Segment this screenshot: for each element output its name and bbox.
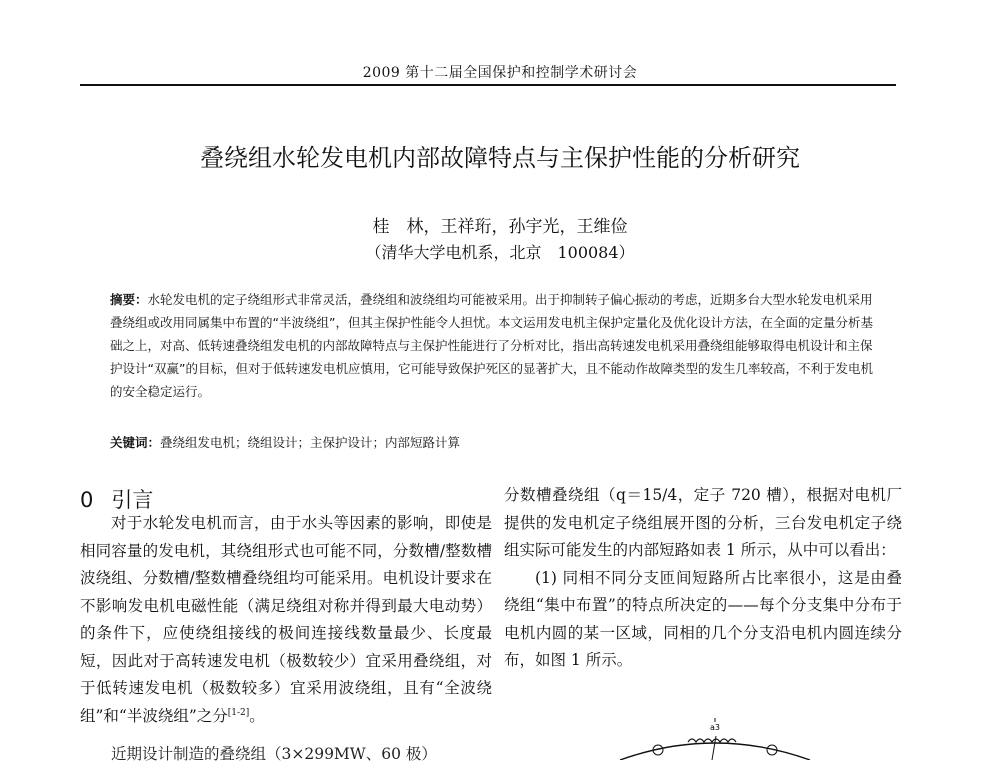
figure-coil-loops: [688, 739, 736, 742]
right-paragraph-2: (1) 同相不同分支匝间短路所占比率很小，这是由叠绕组“集中布置”的特点所决定的——每个分支集中分布于电机内圆的某一区域，同相的几个分支沿电机内圆连续分布，如图 1 所示。: [504, 568, 902, 669]
section-title: 引言: [111, 488, 154, 512]
paper-title: 叠绕组水轮发电机内部故障特点与主保护性能的分析研究: [200, 144, 800, 172]
intro-paragraph-1: [80, 510, 492, 730]
citation: [1-2]: [227, 707, 250, 718]
keywords-text: 叠绕组发电机；绕组设计；主保护设计；内部短路计算: [160, 435, 461, 450]
right-paragraph-1: 分数槽叠绕组（q＝15/4，定子 720 槽），根据对电机厂提供的发电机定子绕组展开图的分析，三台发电机定子绕组实际可能发生的内部短路如表 1 所示，从中可以看出：: [504, 486, 902, 559]
conference-header: 2009 第十二届全国保护和控制学术研讨会: [362, 65, 638, 81]
intro-paragraph-1-text: 对于水轮发电机而言，由于水头等因素的影响，即使是相同容量的发电机，其绕组形式也可能不同，分数槽/整数槽波绕组、分数槽/整数槽叠绕组均可能采用。电机设计要求在不影响发电机电磁性能（满足绕组对称并得到最大电动势）的条件下，应使绕组接线的极间连接线数量最少、长度最短，因此对于高转速发电机（极数较少）宜采用叠绕组，对于低转速发电机（极数较多）宜采用波绕组，且有“全波绕组”和“半波绕组”之分: [80, 514, 492, 725]
figure-winding-arc: [620, 743, 810, 760]
right-column: [504, 482, 902, 675]
keywords-label: 关键词：: [110, 435, 161, 450]
authors: 桂 林，王祥珩，孙宇光，王维俭: [372, 217, 628, 237]
abstract: [110, 288, 878, 403]
figure-1-partial: [600, 716, 830, 760]
intro-paragraph-1-end: 。: [249, 706, 265, 725]
abstract-label: 摘要：: [110, 292, 148, 307]
header-rule: [80, 84, 896, 86]
abstract-text: 水轮发电机的定子绕组形式非常灵活，叠绕组和波绕组均可能被采用。出于抑制转子偏心振动的考虑，近期多台大型水轮发电机采用叠绕组或改用同属集中布置的“半波绕组”，但其主保护性能令人担忧。本文运用发电机主保护定量化及优化设计方法，在全面的定量分析基础之上，对高、低转速叠绕组发电机的内部故障特点与主保护性能进行了分析对比，指出高转速发电机采用叠绕组能够取得电机设计和主保护设计“双赢”的目标，但对于低转速发电机应慎用，它可能导致保护死区的显著扩大，且不能动作故障类型的发生几率较高，不利于发电机的安全稳定运行。: [110, 292, 873, 399]
intro-paragraph-2-partial: 近期设计制造的叠绕组（3×299MW、60 极）: [111, 745, 437, 763]
keywords: [110, 432, 878, 454]
section-number: 0: [80, 488, 94, 512]
affiliation: （清华大学电机系，北京 100084）: [365, 243, 635, 262]
left-column: [80, 510, 492, 730]
figure-top-label: a3: [710, 723, 720, 732]
